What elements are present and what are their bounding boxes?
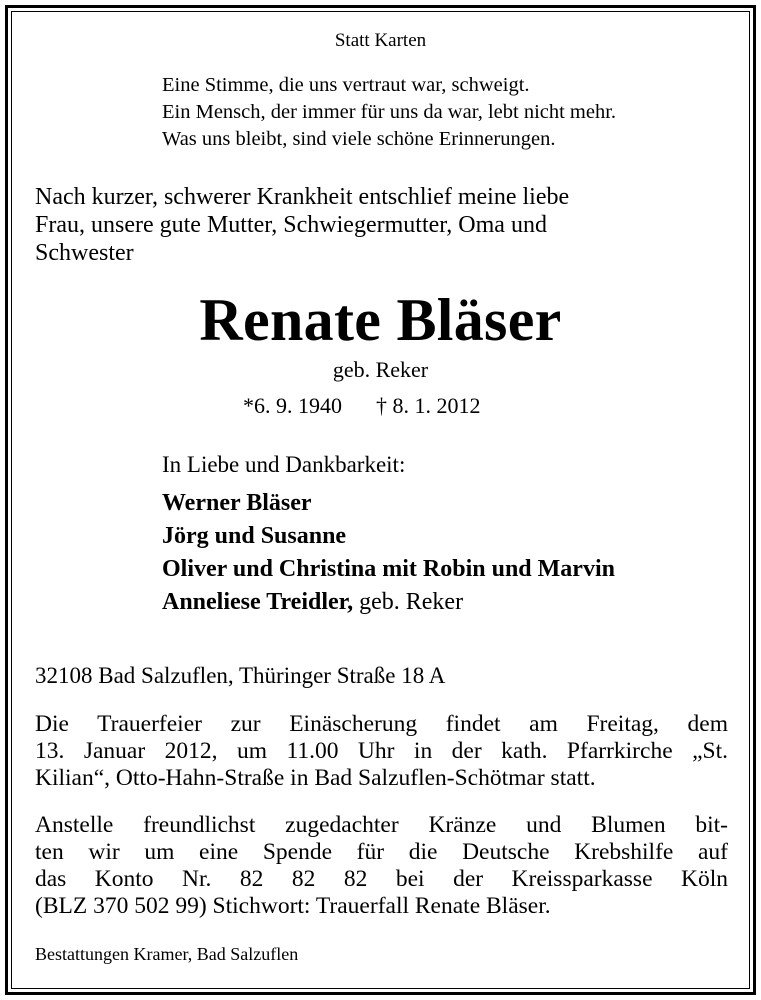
donation-notice — [35, 812, 728, 920]
donation-notice-line: (BLZ 370 502 99) Stichwort: Trauerfall Renate Bläser. — [35, 893, 551, 919]
donation-notice-line: ten wir um eine Spende für die Deutsche Krebshilfe auf — [35, 839, 728, 865]
funeral-notice-line: Kilian“, Otto-Hahn-Straße in Bad Salzuflen-Schötmar statt. — [35, 765, 596, 791]
death-date: † 8. 1. 2012 — [376, 393, 481, 418]
mourner-entry — [162, 487, 615, 520]
thanks-line: In Liebe und Dankbarkeit: — [162, 452, 406, 477]
birth-date: *6. 9. 1940 — [243, 393, 342, 418]
verse-line: Ein Mensch, der immer für uns da war, lebt nicht mehr. — [162, 101, 617, 123]
mourner-entry — [162, 586, 615, 619]
funeral-home: Bestattungen Kramer, Bad Salzuflen — [35, 944, 299, 964]
intro-line: Frau, unsere gute Mutter, Schwiegermutter, Oma und — [35, 212, 547, 238]
mourner-name: Jörg und Susanne — [162, 523, 347, 549]
mourner-entry — [162, 520, 615, 553]
header-statt-karten: Statt Karten — [334, 30, 427, 51]
verse-line: Was uns bleibt, sind viele schöne Erinnerungen. — [162, 128, 556, 150]
verse-line: Eine Stimme, die uns vertraut war, schweigt. — [162, 74, 530, 96]
funeral-notice — [35, 711, 728, 792]
family-address: 32108 Bad Salzuflen, Thüringer Straße 18 A — [35, 663, 446, 688]
mourners-list — [162, 487, 615, 619]
deceased-name: Renate Bläser — [199, 287, 562, 353]
mourner-suffix: geb. Reker — [353, 589, 464, 615]
mourner-entry — [162, 553, 615, 586]
memorial-verse — [162, 72, 616, 153]
maiden-name: geb. Reker — [332, 357, 429, 382]
intro-line: Schwester — [35, 240, 134, 266]
intro-line: Nach kurzer, schwerer Krankheit entschlief meine liebe — [35, 184, 570, 210]
funeral-notice-line: 13. Januar 2012, um 11.00 Uhr in der kath. Pfarrkirche „St. — [35, 738, 728, 764]
mourner-name: Anneliese Treidler, — [162, 589, 354, 615]
death-announcement-intro — [35, 183, 569, 267]
mourner-name: Oliver und Christina mit Robin und Marvin — [162, 556, 615, 582]
donation-notice-line: Anstelle freundlichst zugedachter Kränze und Blumen bit- — [35, 812, 728, 838]
mourner-name: Werner Bläser — [162, 490, 312, 516]
life-dates — [243, 393, 481, 419]
funeral-notice-line: Die Trauerfeier zur Einäscherung findet am Freitag, dem — [35, 711, 728, 737]
donation-notice-line: das Konto Nr. 82 82 82 bei der Kreissparkasse Köln — [35, 866, 728, 892]
